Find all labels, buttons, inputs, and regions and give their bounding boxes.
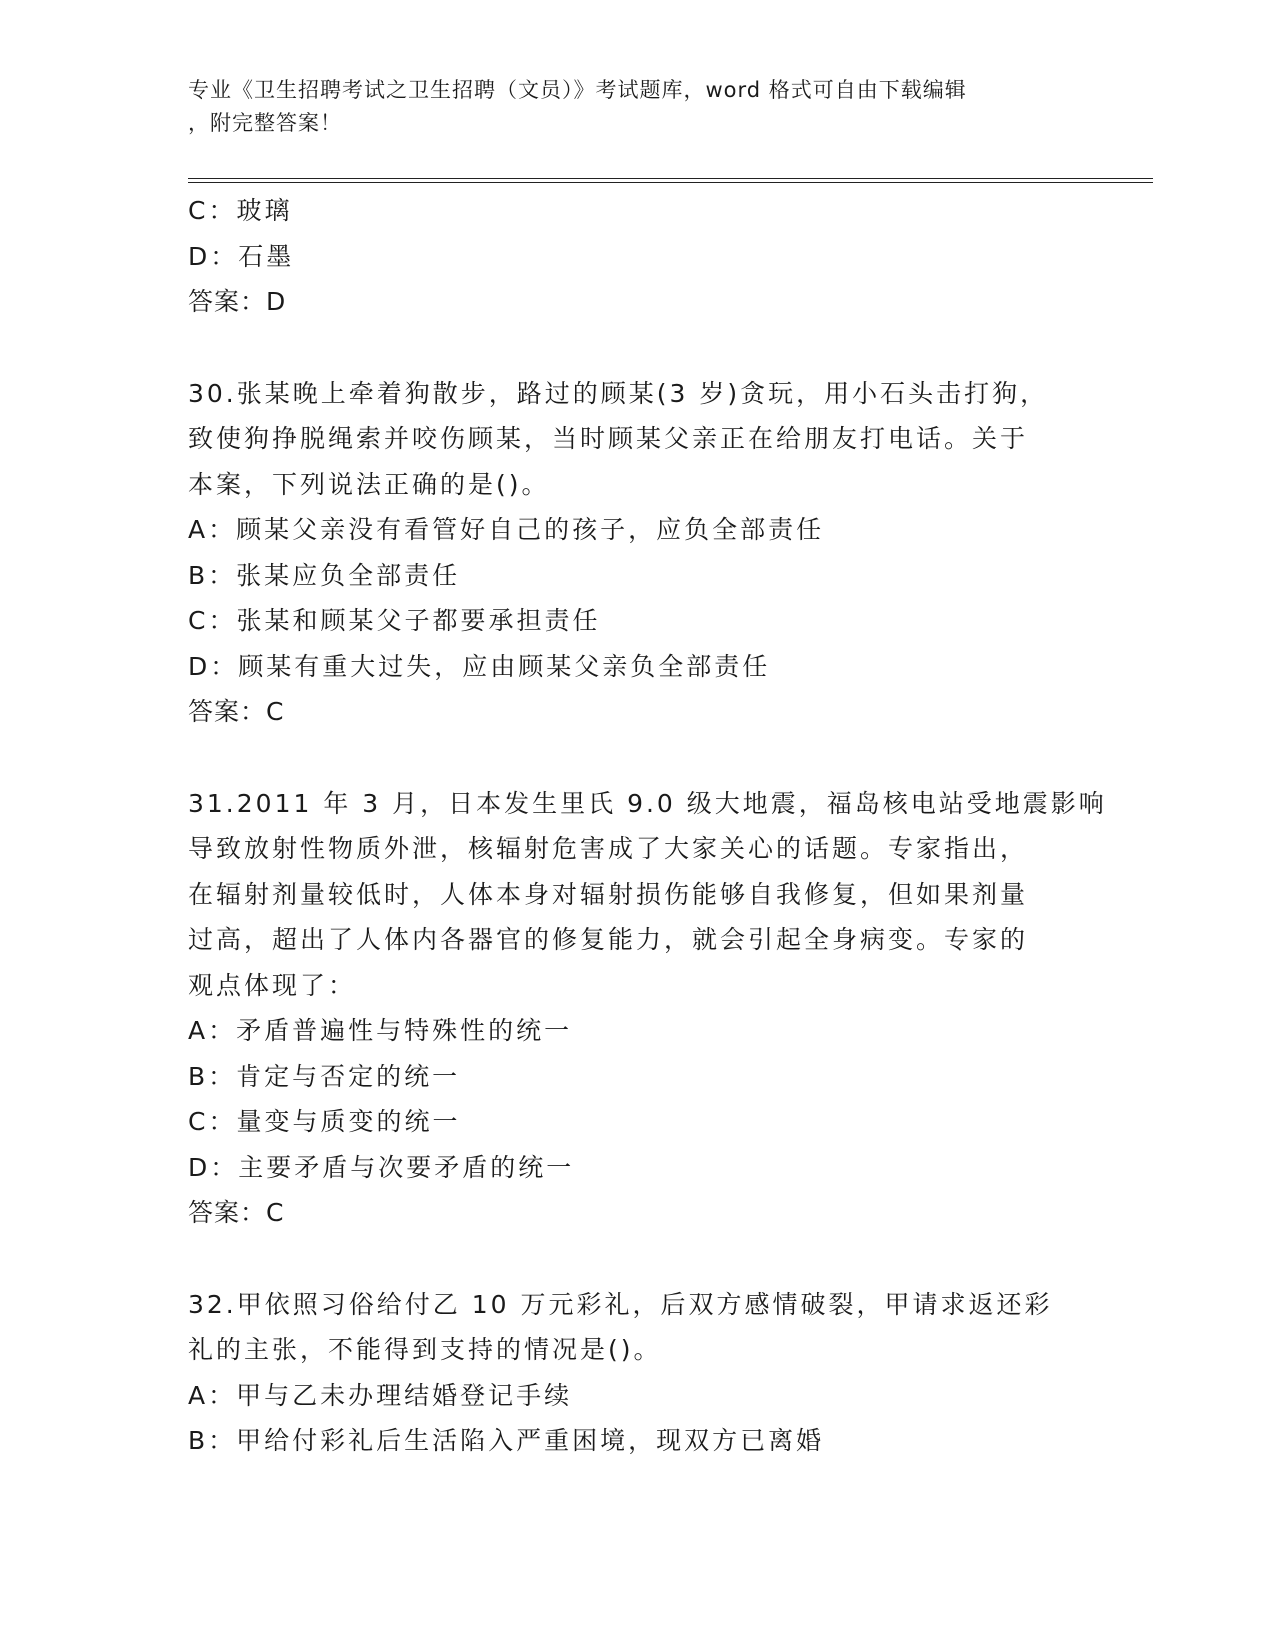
document-header — [188, 74, 1088, 140]
question-stem-line: 30.张某晚上牵着狗散步，路过的顾某(3 岁)贪玩，用小石头击打狗， — [188, 378, 1049, 408]
question-stem-line: 观点体现了： — [188, 970, 357, 1000]
option-a: A：甲与乙未办理结婚登记手续 — [188, 1380, 573, 1410]
question-stem-line: 31.2011 年 3 月，日本发生里氏 9.0 级大地震，福岛核电站受地震影响 — [188, 788, 1107, 818]
option-d: D：石墨 — [188, 241, 295, 271]
header-divider-top — [188, 178, 1153, 179]
option-c: C：量变与质变的统一 — [188, 1107, 461, 1136]
answer-line: 答案：D — [188, 287, 287, 316]
answer-line: 答案：C — [188, 1198, 285, 1227]
option-a: A：矛盾普遍性与特殊性的统一 — [188, 1016, 573, 1045]
question-stem-line: 礼的主张，不能得到支持的情况是()。 — [188, 1335, 662, 1364]
spacer — [188, 325, 1088, 371]
question-31 — [188, 781, 1107, 1236]
option-b: B：张某应负全部责任 — [188, 560, 461, 590]
spacer — [188, 1236, 1088, 1282]
option-c: C：玻璃 — [188, 196, 293, 225]
question-stem-line: 致使狗挣脱绳索并咬伤顾某，当时顾某父亲正在给朋友打电话。关于 — [188, 424, 1029, 453]
question-content — [188, 188, 1107, 1464]
question-stem-line: 在辐射剂量较低时，人体本身对辐射损伤能够自我修复，但如果剂量 — [188, 879, 1029, 909]
question-stem-line: 过高，超出了人体内各器官的修复能力，就会引起全身病变。专家的 — [188, 925, 1029, 954]
answer-line: 答案：C — [188, 697, 285, 726]
question-30 — [188, 371, 1088, 735]
question-32 — [188, 1282, 1088, 1464]
header-line-1: 专业《卫生招聘考试之卫生招聘（文员）》考试题库，word 格式可自由下载编辑 — [188, 78, 967, 102]
option-c: C：张某和顾某父子都要承担责任 — [188, 606, 601, 635]
option-b: B：甲给付彩礼后生活陷入严重困境，现双方已离婚 — [188, 1426, 825, 1455]
option-d: D：主要矛盾与次要矛盾的统一 — [188, 1152, 575, 1182]
header-divider-bottom — [188, 182, 1153, 183]
question-stem-line: 32.甲依照习俗给付乙 10 万元彩礼，后双方感情破裂，甲请求返还彩 — [188, 1289, 1053, 1319]
question-stem-line: 本案，下列说法正确的是()。 — [188, 469, 550, 499]
question-stem-line: 导致放射性物质外泄，核辐射危害成了大家关心的话题。专家指出， — [188, 834, 1029, 863]
header-line-2: ，附完整答案！ — [188, 111, 342, 135]
option-d: D：顾某有重大过失，应由顾某父亲负全部责任 — [188, 651, 771, 681]
option-b: B：肯定与否定的统一 — [188, 1061, 461, 1091]
option-a: A：顾某父亲没有看管好自己的孩子，应负全部责任 — [188, 515, 825, 544]
spacer — [188, 735, 1088, 781]
